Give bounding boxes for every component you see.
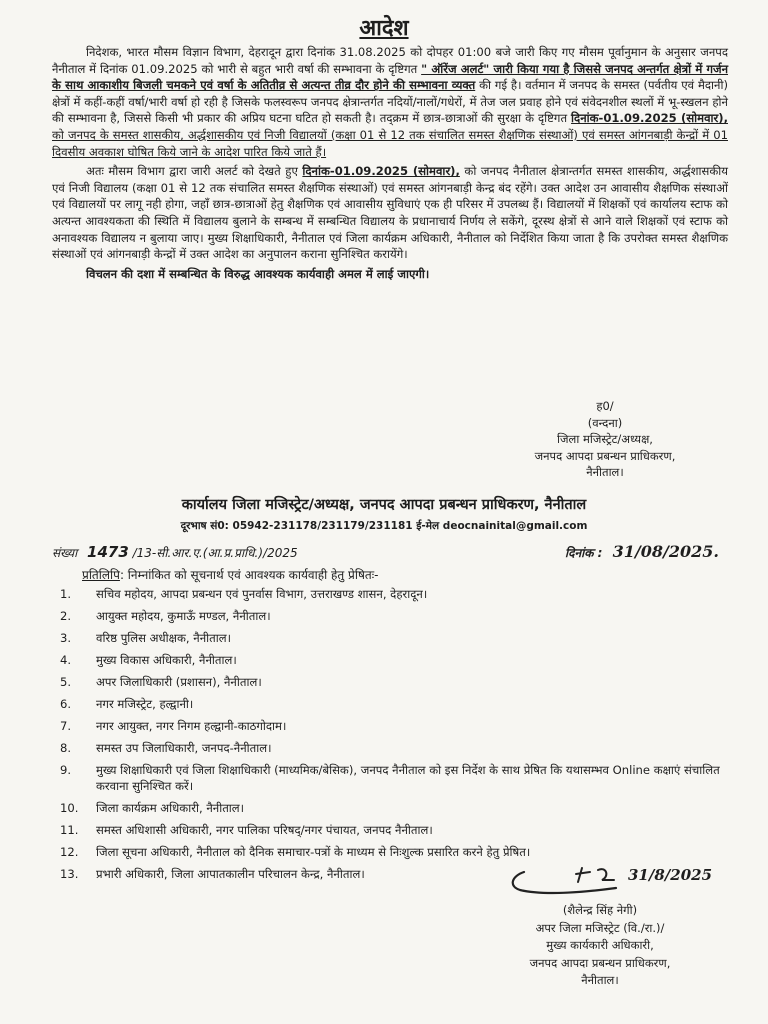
copy-text: : निम्नांकित को सूचनार्थ एवं आवश्यक कार्यवाही हेतु प्रेषितः- — [119, 568, 379, 582]
reference-date-handwritten: 31/08/2025. — [612, 542, 719, 561]
recipient-item — [60, 696, 728, 713]
recipient-text: अपर जिलाधिकारी (प्रशासन), नैनीताल। — [96, 674, 262, 689]
recipient-text: मुख्य विकास अधिकारी, नैनीताल। — [96, 652, 237, 667]
sig2-name: (शैलेन्द्र सिंह नेगी) — [562, 903, 638, 917]
recipient-text: समस्त अधिशासी अधिकारी, नगर पालिका परिषद्/नगर पंचायत, जनपद नैनीताल। — [96, 823, 433, 838]
order-body — [52, 44, 728, 285]
sig1-line1: ह0/ — [596, 399, 614, 413]
recipient-number: 8. — [60, 740, 72, 755]
recipient-text: समस्त उप जिलाधिकारी, जनपद-नैनीताल। — [96, 740, 272, 755]
p1-current-status: की गई है। वर्तमान में जनपद के समस्त (पर्वतीय एवं मैदानी) क्षेत्रों में कहीं-कहीं वर्षा/भारी वर्षा हो रही है जिसके फलस्वरूप जनपद क्षेत्रान्तर्गत नदियों/नालों/गधेरों, में तेज जल प्रवाह होने एवं संवेदनशील स्थलों में भू-स्खलन होने की सम्भावना है, जिससे किसी भी प्रकार की अप्रिय घटना घटित हो सकती है। तद्क्रम में छात्र-छात्राओं की सुरक्षा के दृष्टिगत — [52, 78, 729, 126]
recipient-list — [60, 586, 728, 888]
recipient-text: नगर मजिस्ट्रेट, हल्द्वानी। — [96, 696, 194, 711]
recipient-item — [60, 800, 728, 817]
recipient-text: आयुक्त महोदय, कुमाऊँ मण्डल, नैनीताल। — [96, 608, 271, 623]
order-paragraph-2 — [52, 163, 728, 263]
recipient-number: 12. — [60, 845, 79, 860]
reference-number-handwritten: 1473 — [87, 543, 129, 561]
sig1-place: नैनीताल। — [586, 465, 624, 479]
recipient-number: 9. — [60, 762, 72, 777]
recipient-number: 5. — [60, 674, 72, 689]
reference-suffix: /13-सी.आर.ए.(आ.प्र.प्राधि.)/2025 — [132, 546, 298, 560]
recipient-text: प्रभारी अधिकारी, जिला आपातकालीन परिचालन केन्द्र, नैनीताल। — [96, 867, 365, 882]
sig2-role: मुख्य कार्यकारी अधिकारी, — [546, 938, 654, 952]
sig1-name: (वन्दना) — [587, 415, 623, 430]
signature-block-dm — [500, 398, 710, 481]
recipient-number: 10. — [60, 801, 79, 816]
sig1-designation: जिला मजिस्ट्रेट/अध्यक्ष, — [557, 432, 653, 446]
recipient-number: 4. — [60, 652, 72, 667]
p1-intro: निदेशक, भारत मौसम विज्ञान विभाग, देहरादून द्वारा दिनांक 31.08.2025 को दोपहर 01:00 बजे जारी किए गए मौसम पूर्वानुमान के अनुसार जनपद नैनीताल में दिनांक 01.09.2025 को भारी से बहुत भारी वर्षा की सम्भावना के दृष्टिगत — [52, 45, 728, 76]
recipient-text: नगर आयुक्त, नगर निगम हल्द्वानी-काठगोदाम। — [96, 718, 287, 733]
sig2-place: नैनीताल। — [581, 973, 619, 987]
recipient-number: 1. — [60, 587, 72, 601]
recipient-item — [60, 630, 728, 647]
recipient-number: 6. — [60, 696, 72, 711]
recipient-item — [60, 586, 728, 603]
order-heading: आदेश — [359, 16, 409, 41]
office-contact: दूरभाष सं0: 05942-231178/231179/231181 ई-मेल deocnainital@gmail.com — [180, 520, 588, 532]
signature-scribble-icon — [506, 858, 630, 898]
copy-to-intro — [82, 566, 379, 583]
p1-holiday-date: दिनांक-01.09.2025 (सोमवार), — [571, 111, 728, 126]
order-paragraph-1 — [52, 44, 728, 160]
recipient-number: 13. — [60, 867, 79, 882]
recipient-item — [60, 822, 728, 839]
sig2-authority: जनपद आपदा प्रबन्धन प्राधिकरण, — [529, 955, 671, 970]
reference-date — [565, 542, 719, 561]
office-name: कार्यालय जिला मजिस्ट्रेट/अध्यक्ष, जनपद आपदा प्रबन्धन प्राधिकरण, नैनीताल — [181, 497, 587, 513]
recipient-text: सचिव महोदय, आपदा प्रबन्धन एवं पुनर्वास विभाग, उत्तराखण्ड शासन, देहरादून। — [96, 587, 428, 601]
p2-date: दिनांक-01.09.2025 (सोमवार), — [302, 164, 460, 179]
recipient-item — [60, 608, 728, 625]
order-paragraph-3: विचलन की दशा में सम्बन्धित के विरुद्ध आवश्यक कार्यवाही अमल में लाई जाएगी। — [86, 266, 430, 281]
recipient-item — [60, 718, 728, 735]
recipient-number: 7. — [60, 718, 72, 733]
sig2-designation: अपर जिला मजिस्ट्रेट (वि./रा.)/ — [535, 920, 665, 935]
p1-orange-alert: " ऑरेंज अलर्ट" जारी किया गया है जिससे जनपद अन्तर्गत क्षेत्रों में गर्जन के साथ आकाशीय बिजली चमकने एवं वर्षा के अतितीव्र से अत्यन्त तीव्र दौर होने की सम्भावना व्यक्त — [52, 61, 729, 93]
copy-label: प्रतिलिपि — [82, 568, 120, 582]
recipient-item — [60, 762, 728, 795]
recipient-item — [60, 740, 728, 757]
recipient-text: जिला कार्यक्रम अधिकारी, नैनीताल। — [96, 801, 245, 816]
recipient-number: 11. — [60, 823, 79, 838]
signature-date-handwritten: 31/8/2025 — [628, 866, 713, 884]
reference-date-label: दिनांक : — [565, 546, 603, 560]
p1-holiday-order: को जनपद के समस्त शासकीय, अर्द्धशासकीय एवं निजी विद्यालयों (कक्षा 01 से 12 तक संचालित समस्त शैक्षणिक संस्थाओं) एवं समस्त आंगनबाड़ी केन्द्रों में 01 दिवसीय अवकाश घोषित किये जाने के आदेश पारित किये जाते हैं। — [52, 127, 728, 159]
reference-label: संख्या — [52, 546, 78, 560]
p2-intro: अतः मौसम विभाग द्वारा जारी अलर्ट को देखते हुए — [86, 164, 298, 179]
recipient-text: वरिष्ठ पुलिस अधीक्षक, नैनीताल। — [96, 630, 231, 645]
recipient-item — [60, 652, 728, 669]
recipient-text: जिला सूचना अधिकारी, नैनीताल को दैनिक समाचार-पत्रों के माध्यम से निःशुल्क प्रसारित करने हेतु प्रेषित। — [96, 845, 531, 860]
recipient-number: 2. — [60, 608, 72, 623]
signature-block-adm — [498, 902, 702, 990]
p2-details: को जनपद नैनीताल क्षेत्रान्तर्गत समस्त शासकीय, अर्द्धशासकीय एवं निजी विद्यालय (कक्षा 01 से 12 तक संचालित समस्त शैक्षणिक संस्थाओं) एवं समस्त आंगनबाड़ी केन्द्र बंद रहेंगे। उक्त आदेश उन आवासीय शैक्षणिक संस्थाओं एवं विद्यालयों पर लागू नही होगा, जहाँ छात्र-छात्राओं हेतु शैक्षणिक एवं आवासीय सुविधाएं एक ही परिसर में उपलब्ध हैं। विद्यालयों में शिक्षकों एवं कार्यालय स्टाफ को अत्यन्त आवश्यकता की स्थिति में विद्यालय बुलाने के सम्बन्ध में सम्बन्धित विद्यालय के प्रधानाचार्य निर्णय ले सकेंगे, दूरस्थ क्षेत्रों से आने वाले शिक्षकों एवं स्टाफ को अनावश्यक विद्यालय न बुलाया जाए। मुख्य शिक्षाधिकारी, नैनीताल एवं जिला कार्यक्रम अधिकारी, नैनीताल को निर्देशित किया जाता है कि उपरोक्त समस्त शैक्षणिक संस्थाओं एवं आंगनबाड़ी केन्द्रों में उक्त आदेश का अनुपालन कराना सुनिश्चित करायेंगे। — [52, 164, 729, 262]
recipient-number: 3. — [60, 630, 72, 645]
recipient-item — [60, 674, 728, 691]
sig1-authority: जनपद आपदा प्रबन्धन प्राधिकरण, — [534, 448, 676, 463]
reference-number — [52, 543, 298, 561]
recipient-text: मुख्य शिक्षाधिकारी एवं जिला शिक्षाधिकारी (माध्यमिक/बेसिक), जनपद नैनीताल को इस निर्देश के साथ प्रेषित कि यथासम्भव Online कक्षाएं संचालित करवाना सुनिश्चित करें। — [96, 762, 720, 794]
